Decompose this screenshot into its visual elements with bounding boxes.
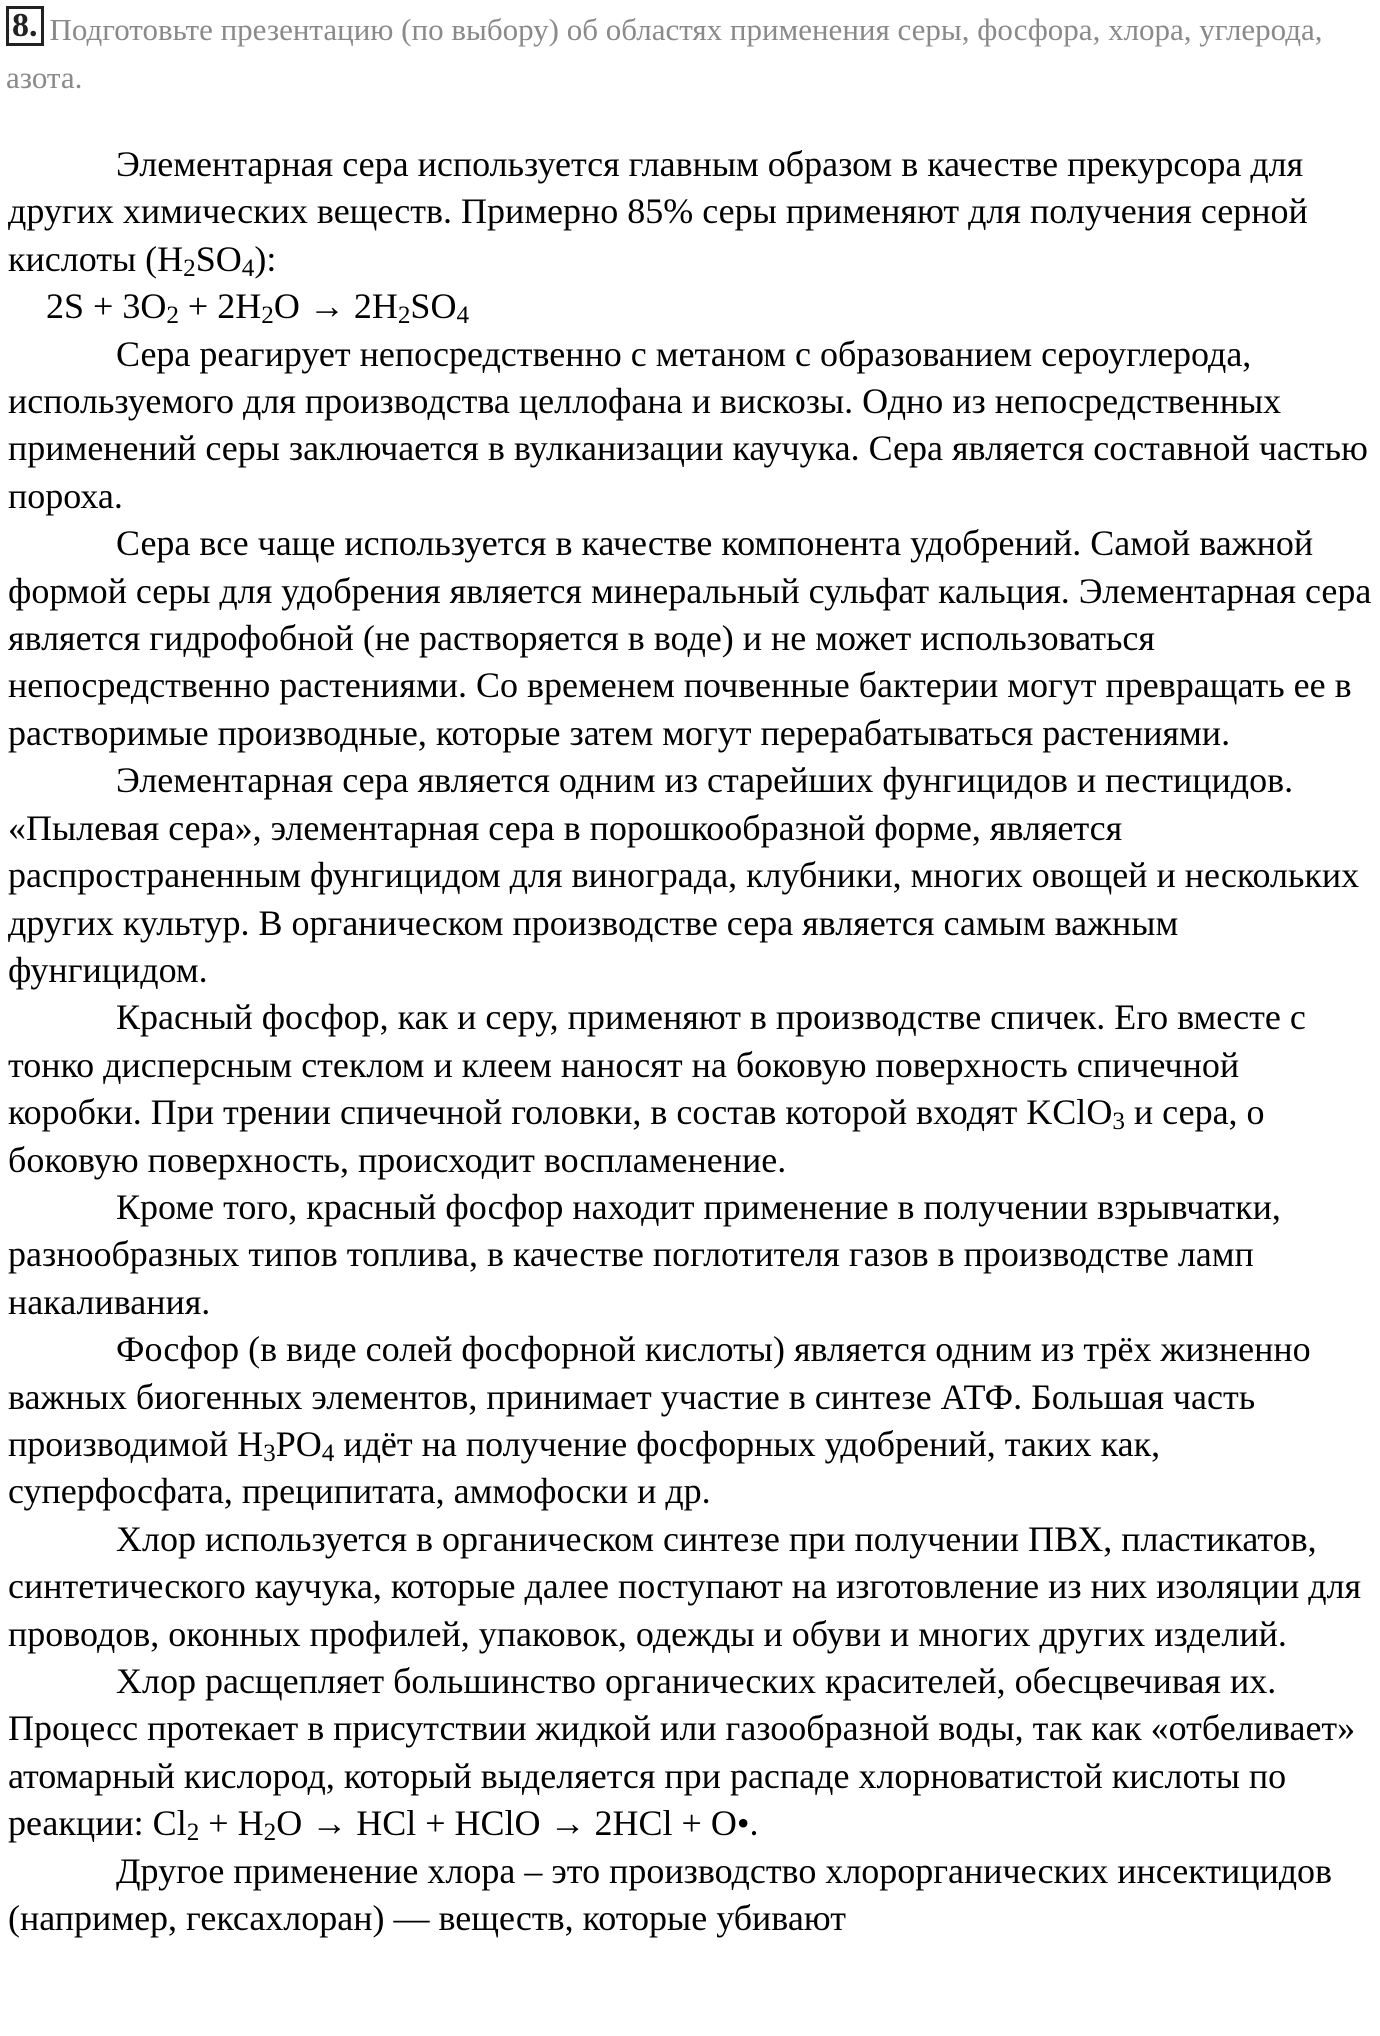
formula-sulfuric-acid: $2S + 3O_2 + 2H_2O \to 2H_2SO_4$: [46, 286, 470, 330]
paragraph-phosphorus-uses: Кроме того, красный фосфор находит применение в получении взрывчатки, разнообразных типов топлива, в качестве поглотителя газов в производстве ламп накаливания.: [8, 1186, 1281, 1322]
paragraph-chlorine-synthesis: Хлор используется в органическом синтезе при получении ПВХ, пластикатов, синтетического каучука, которые далее поступают на изготовление из них изоляции для проводов, оконных профилей, упаковок, одежды и обуви и многих других изделий.: [8, 1518, 1362, 1654]
paragraph-sulfur-fungicide: Элементарная сера является одним из старейших фунгицидов и пестицидов. «Пылевая сера», элементарная сера в порошкообразной форме, является распространенным фунгицидом для винограда, клубники, многих овощей и нескольких других культур. В органическом производстве сера является самым важным фунгицидом.: [8, 760, 1360, 990]
paragraph-sulfur-precursor: Элементарная сера используется главным образом в качестве прекурсора для других химических веществ. Примерно 85% серы применяют для получения серной кислоты $(H_2SO_4)$:: [8, 144, 1308, 282]
paragraph-sulfur-methane: Сера реагирует непосредственно с метаном с образованием сероуглерода, используемого для производства целлофана и вискозы. Одно из непосредственных применений серы заключается в вулканизации каучука. Сера является составной частью пороха.: [8, 333, 1368, 516]
task-statement: [6, 6, 1366, 102]
paragraph-phosphorus-matches: Красный фосфор, как и серу, применяют в производстве спичек. Его вместе с тонко дисперсным стеклом и клеем наносят на боковую поверхность спичечной коробки. При трении спичечной головки, в состав которой входят KClO$_3$ и сера, о боковую поверхность, происходит воспламенение.: [8, 997, 1306, 1180]
task-text: Подготовьте презентацию (по выбору) об областях применения серы, фосфора, хлора, углерода, азота.: [6, 12, 1323, 95]
paragraph-chlorine-insecticides: Другое применение хлора – это производство хлорорганических инсектицидов (например, гексахлоран) — веществ, которые убивают: [8, 1850, 1333, 1939]
paragraph-chlorine-bleaching: Хлор расщепляет большинство органических красителей, обесцвечивая их. Процесс протекает в присутствии жидкой или газообразной воды, так как «отбеливает» атомарный кислород, который выделяется при распаде хлорноватистой кислоты по реакции: $Cl_2 + H_2O$ → HCl + HClO → 2HCl + O•.: [8, 1661, 1356, 1847]
paragraph-phosphorus-fertilizer: Фосфор (в виде солей фосфорной кислоты) является одним из трёх жизненно важных биогенных элементов, принимает участие в синтезе АТФ. Большая часть производимой $H_3PO_4$ идёт на получение фосфорных удобрений, таких как, суперфосфата, преципитата, аммофоски и др.: [8, 1329, 1311, 1512]
answer-text: [8, 141, 1374, 1942]
paragraph-sulfur-fertilizer: Сера все чаще используется в качестве компонента удобрений. Самой важной формой серы для удобрения является минеральный сульфат кальция. Элементарная сера является гидрофобной (не растворяется в воде) и не может использоваться непосредственно растениями. Со временем почвенные бактерии могут превращать ее в растворимые производные, которые затем могут перерабатываться растениями.: [8, 523, 1372, 753]
task-number: 8.: [6, 6, 44, 46]
